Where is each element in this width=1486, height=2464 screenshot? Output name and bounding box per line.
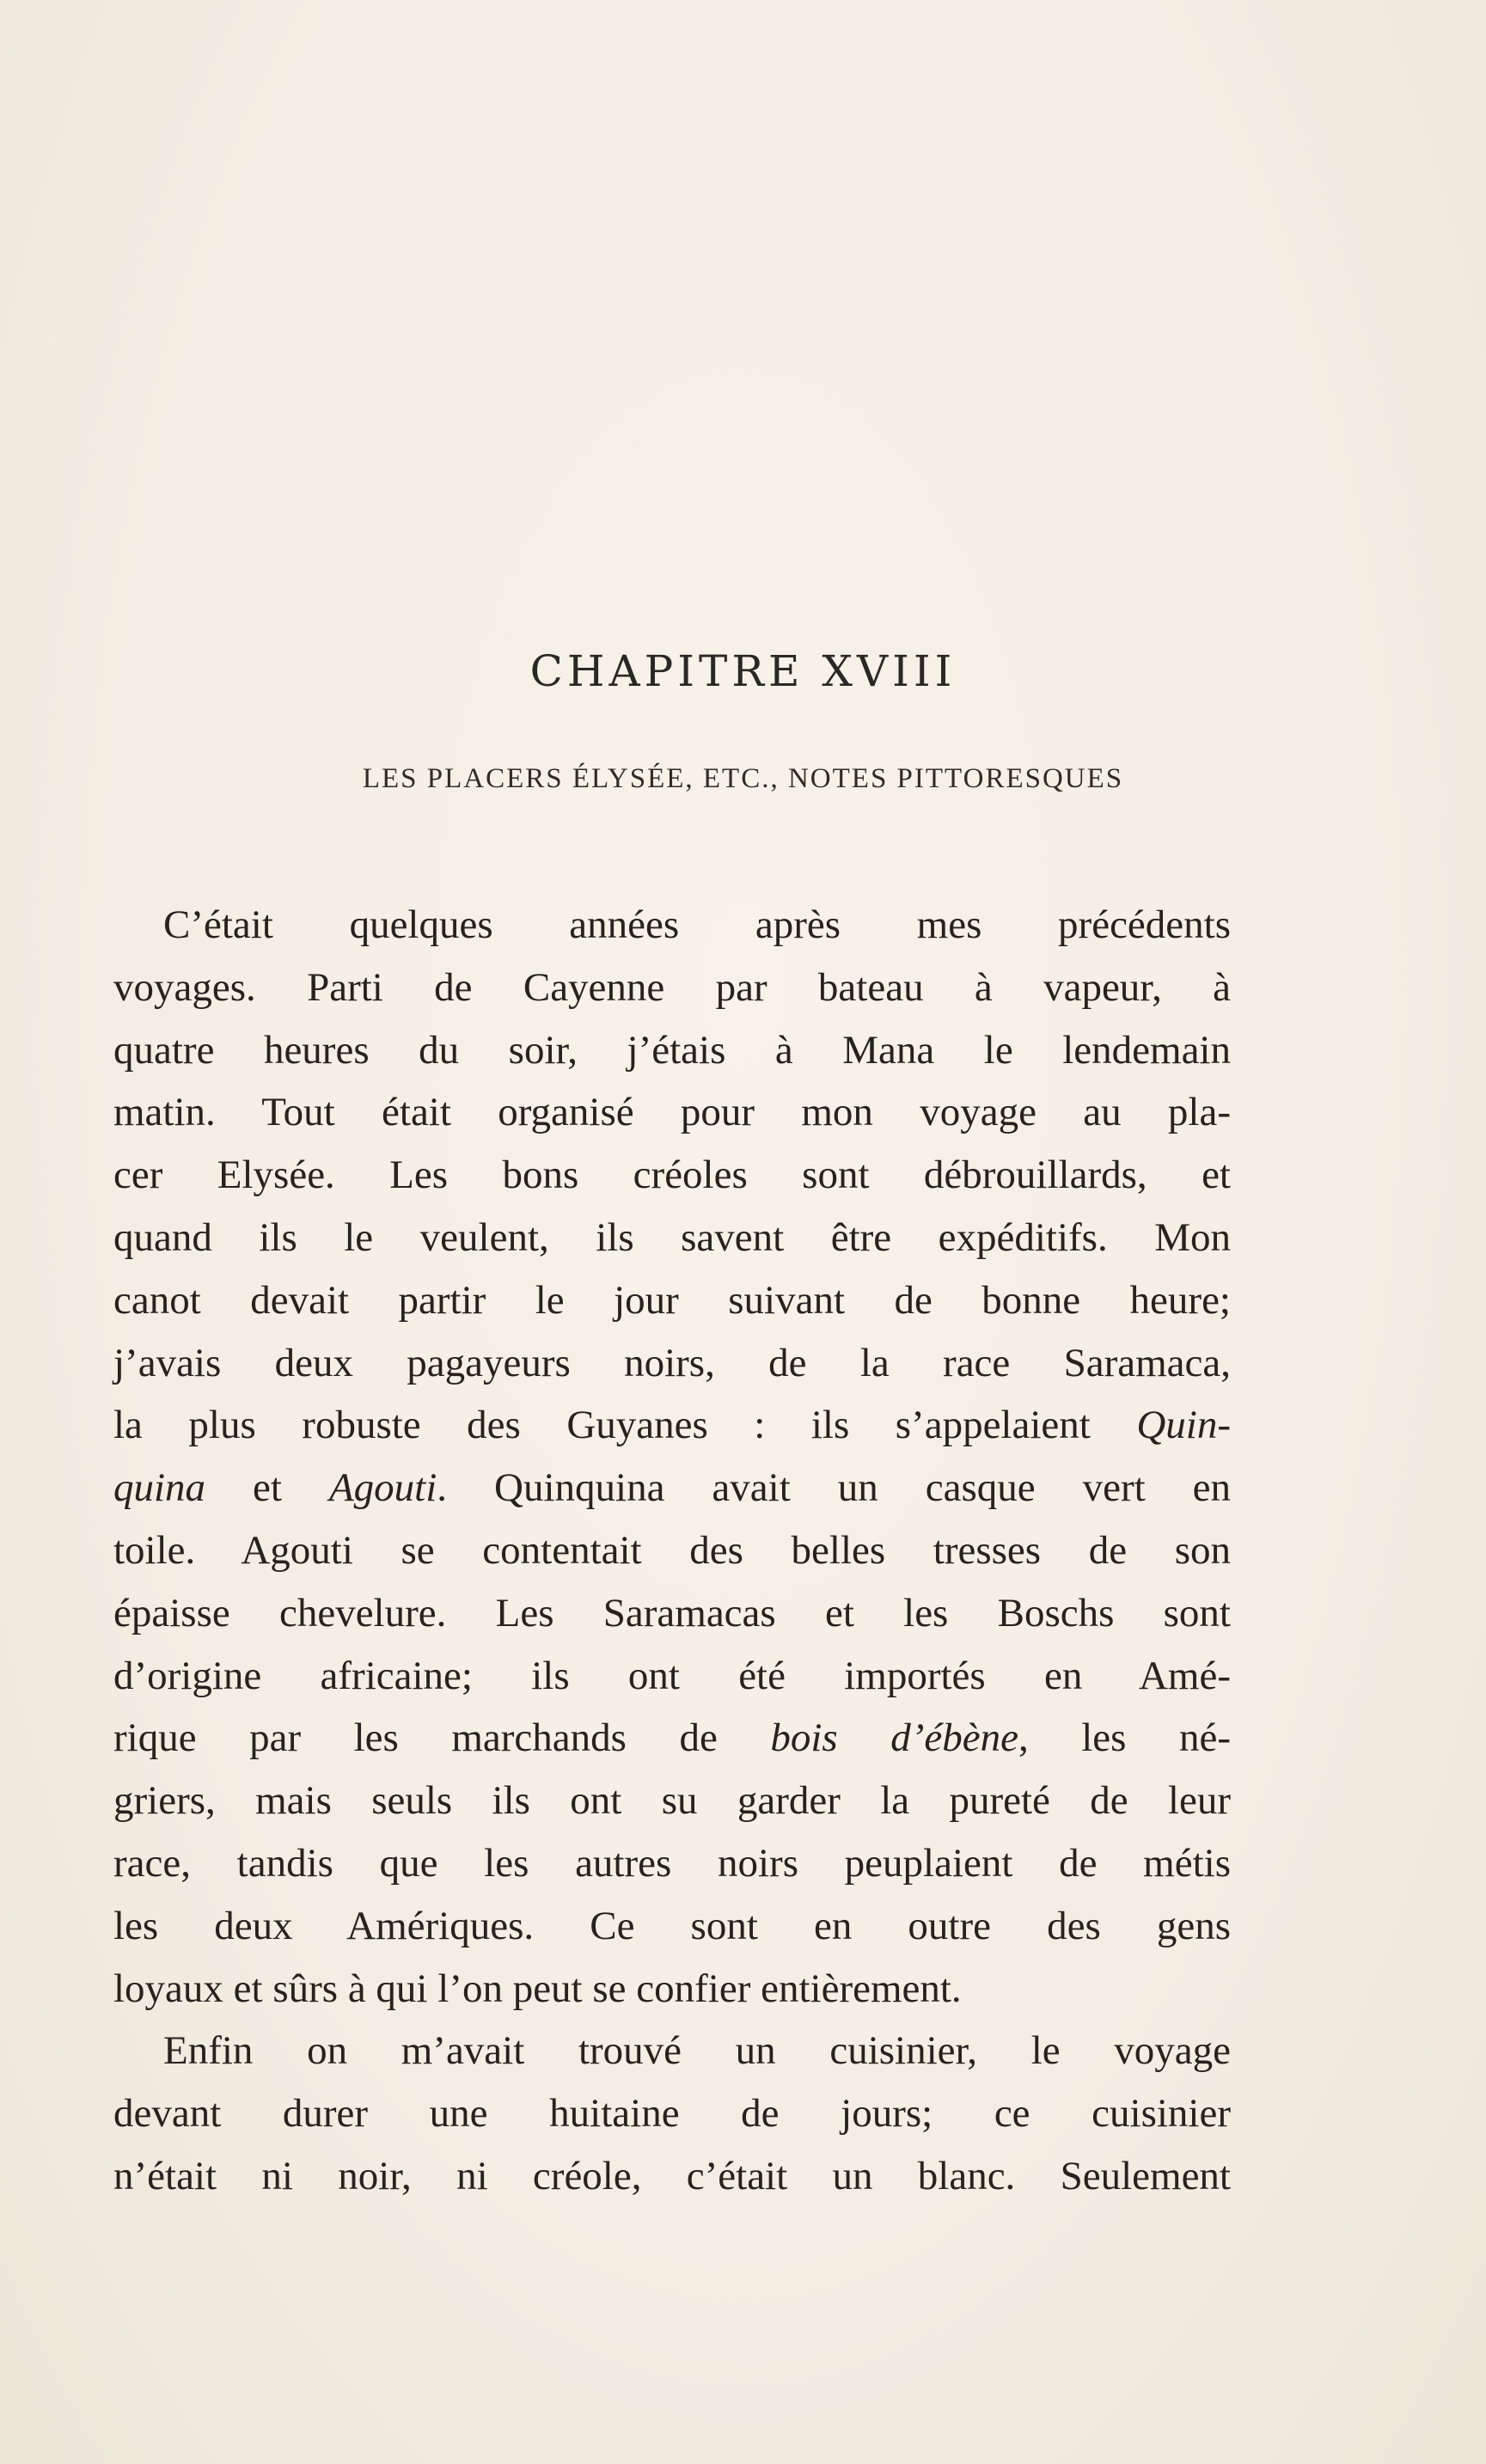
text-line: devant durer une huitaine de jours; ce cuisinier [113, 2091, 1231, 2137]
text-line: rique par les marchands de bois d’ébène, les né- [113, 1715, 1231, 1761]
text-line: d’origine africaine; ils ont été importés en Amé- [113, 1653, 1231, 1698]
text-line: la plus robuste des Guyanes : ils s’appelaient Quin- [113, 1403, 1231, 1448]
chapter-subtitle: LES PLACERS ÉLYSÉE, ETC., NOTES PITTORESQUES [362, 763, 1124, 794]
text-line: épaisse chevelure. Les Saramacas et les Boschs sont [113, 1590, 1231, 1636]
text-line: j’avais deux pagayeurs noirs, de la race Saramaca, [113, 1340, 1231, 1385]
text-line: voyages. Parti de Cayenne par bateau à vapeur, à [113, 964, 1231, 1010]
text-line: cer Elysée. Les bons créoles sont débrouillards, et [113, 1153, 1231, 1198]
text-line: C’était quelques années après mes précédents [163, 902, 1231, 947]
text-line: quina et Agouti. Quinquina avait un casque vert en [113, 1465, 1231, 1511]
text-line: race, tandis que les autres noirs peuplaient de métis [113, 1840, 1231, 1886]
text-line: griers, mais seuls ils ont su garder la pureté de leur [113, 1778, 1231, 1824]
text-line: Enfin on m’avait trouvé un cuisinier, le voyage [163, 2028, 1231, 2074]
chapter-title: CHAPITRE XVIII [529, 646, 957, 696]
text-line: loyaux et sûrs à qui l’on peut se confier entièrement. [113, 1966, 962, 2011]
text-line: toile. Agouti se contentait des belles tresses de son [113, 1527, 1231, 1573]
text-line: matin. Tout était organisé pour mon voyage au pla- [113, 1090, 1231, 1135]
text-line: quand ils le veulent, ils savent être expéditifs. Mon [113, 1214, 1231, 1260]
text-line: n’était ni noir, ni créole, c’était un blanc. Seulement [113, 2153, 1231, 2198]
body-text [113, 894, 1231, 2208]
text-line: quatre heures du soir, j’étais à Mana le lendemain [113, 1027, 1231, 1073]
text-line: canot devait partir le jour suivant de bonne heure; [113, 1277, 1231, 1323]
text-line: les deux Amériques. Ce sont en outre des gens [113, 1903, 1231, 1948]
